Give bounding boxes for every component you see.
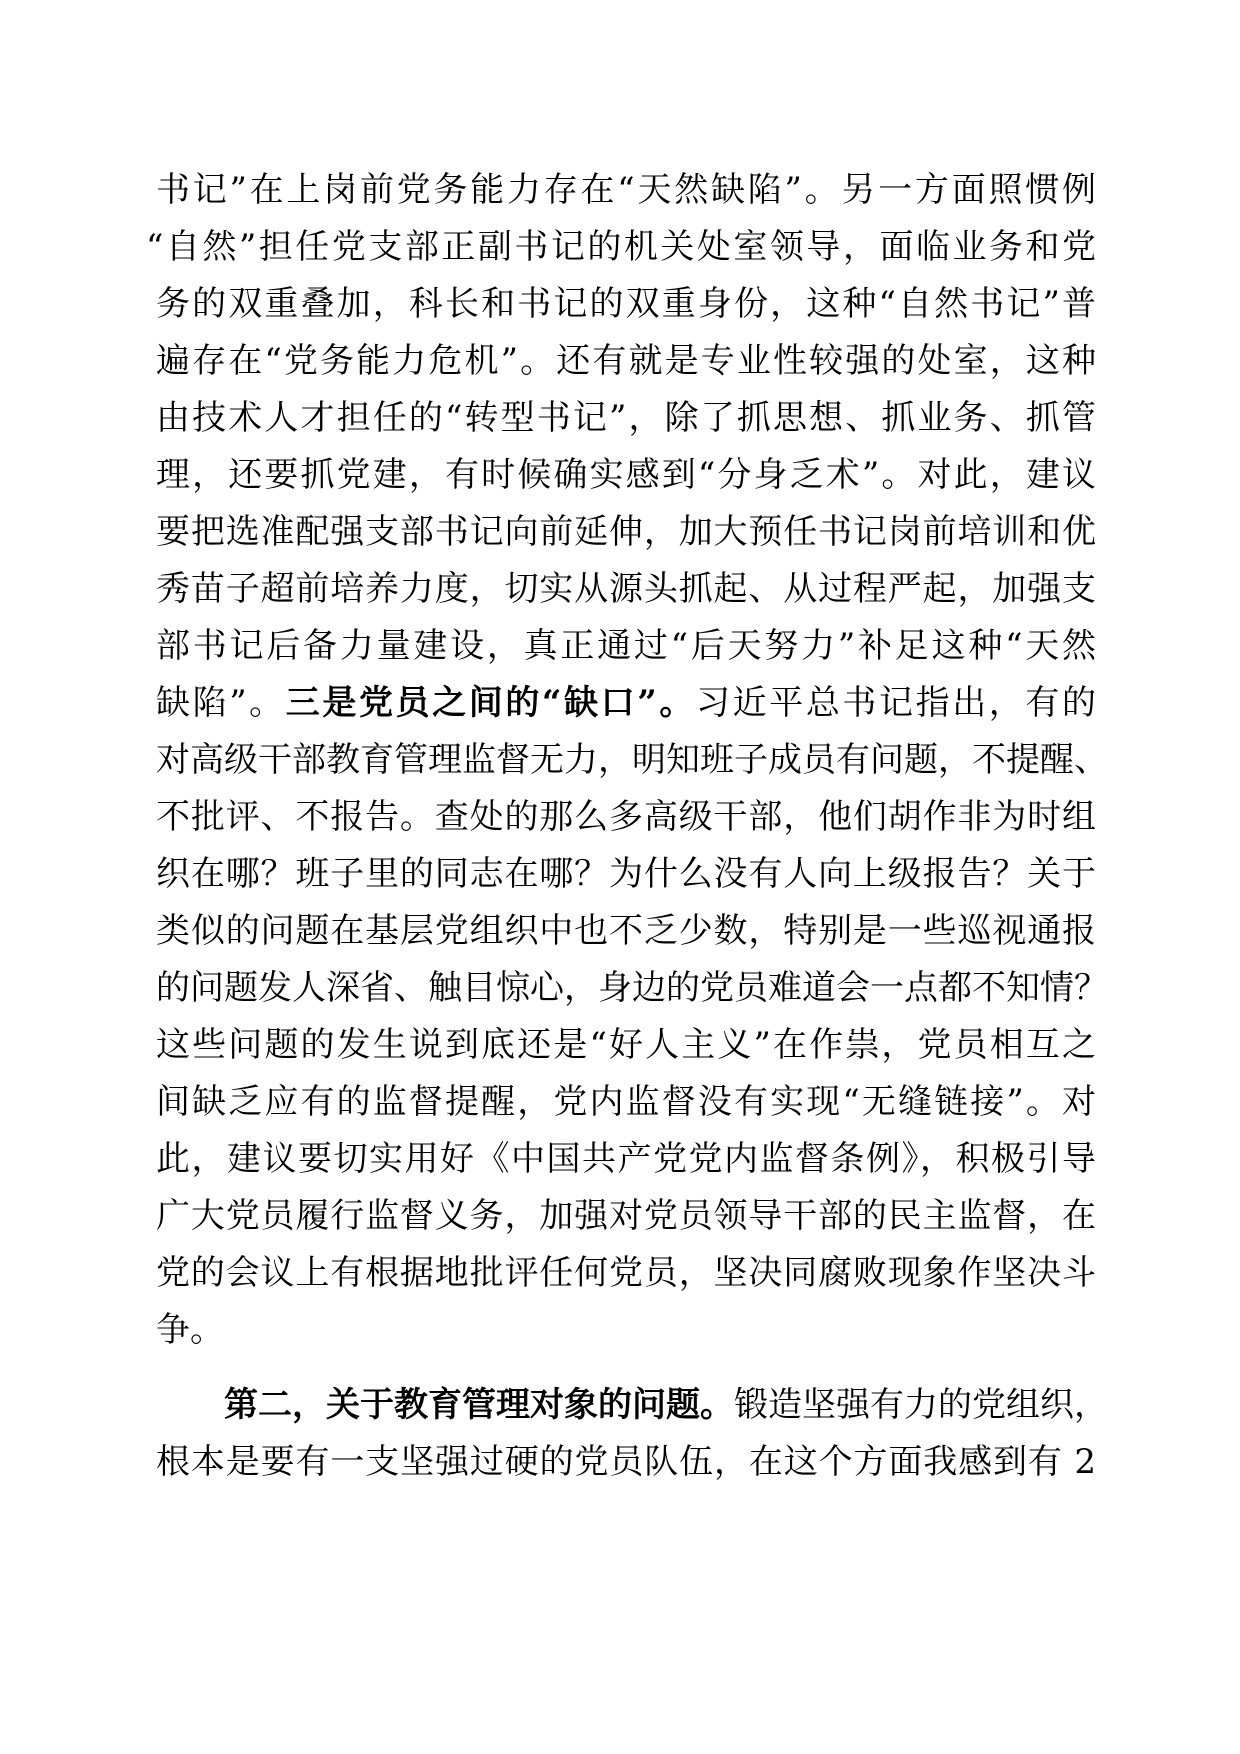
bold-heading-inline: 三是党员之间的“缺口”。 <box>285 683 697 723</box>
text-segment: 缺陷”。 <box>156 683 286 723</box>
text-segment: 习近平总书记指出，有的 <box>696 683 1096 723</box>
text-line: 对高级干部教育管理监督无力，明知班子成员有问题，不提醒、 <box>156 740 1108 780</box>
text-line: 类似的问题在基层党组织中也不乏少数，特别是一些巡视通报 <box>156 911 1096 951</box>
text-line: 的问题发人深省、触目惊心，身边的党员难道会一点都不知情？ <box>156 968 1108 1008</box>
paragraph2-first-line <box>224 1377 1108 1433</box>
text-line: 争。 <box>156 1310 224 1350</box>
text-line: “自然”担任党支部正副书记的机关处室领导，面临业务和党 <box>146 227 1096 267</box>
text-line: 此，建议要切实用好《中国共产党党内监督条例》，积极引导 <box>156 1139 1096 1179</box>
text-line: 间缺乏应有的监督提醒，党内监督没有实现“无缝链接”。对 <box>156 1082 1096 1122</box>
bold-heading-inline: 第二，关于教育管理对象的问题。 <box>224 1385 734 1425</box>
text-line: 遍存在“党务能力危机”。还有就是专业性较强的处室，这种 <box>156 341 1096 381</box>
text-line: 理，还要抓党建，有时候确实感到“分身乏术”。对此，建议 <box>156 455 1096 495</box>
text-line-mixed <box>156 675 1096 731</box>
text-line: 党的会议上有根据地批评任何党员，坚决同腐败现象作坚决斗 <box>156 1253 1096 1293</box>
text-line: 根本是要有一支坚强过硬的党员队伍，在这个方面我感到有 2 <box>156 1442 1096 1482</box>
text-line: 织在哪？班子里的同志在哪？为什么没有人向上级报告？关于 <box>156 854 1096 894</box>
text-line: 这些问题的发生说到底还是“好人主义”在作祟，党员相互之 <box>156 1025 1096 1065</box>
text-line: 不批评、不报告。查处的那么多高级干部，他们胡作非为时组 <box>156 797 1096 837</box>
text-line: 广大党员履行监督义务，加强对党员领导干部的民主监督，在 <box>156 1196 1096 1236</box>
text-line: 务的双重叠加，科长和书记的双重身份，这种“自然书记”普 <box>156 284 1096 324</box>
text-line: 要把选准配强支部书记向前延伸，加大预任书记岗前培训和优 <box>156 512 1096 552</box>
text-line: 部书记后备力量建设，真正通过“后天努力”补足这种“天然 <box>156 626 1096 666</box>
text-segment: 锻造坚强有力的党组织， <box>734 1385 1108 1425</box>
text-line: 由技术人才担任的“转型书记”，除了抓思想、抓业务、抓管 <box>156 398 1096 438</box>
text-line: 秀苗子超前培养力度，切实从源头抓起、从过程严起，加强支 <box>156 569 1096 609</box>
text-line: 书记”在上岗前党务能力存在“天然缺陷”。另一方面照惯例 <box>156 170 1096 210</box>
